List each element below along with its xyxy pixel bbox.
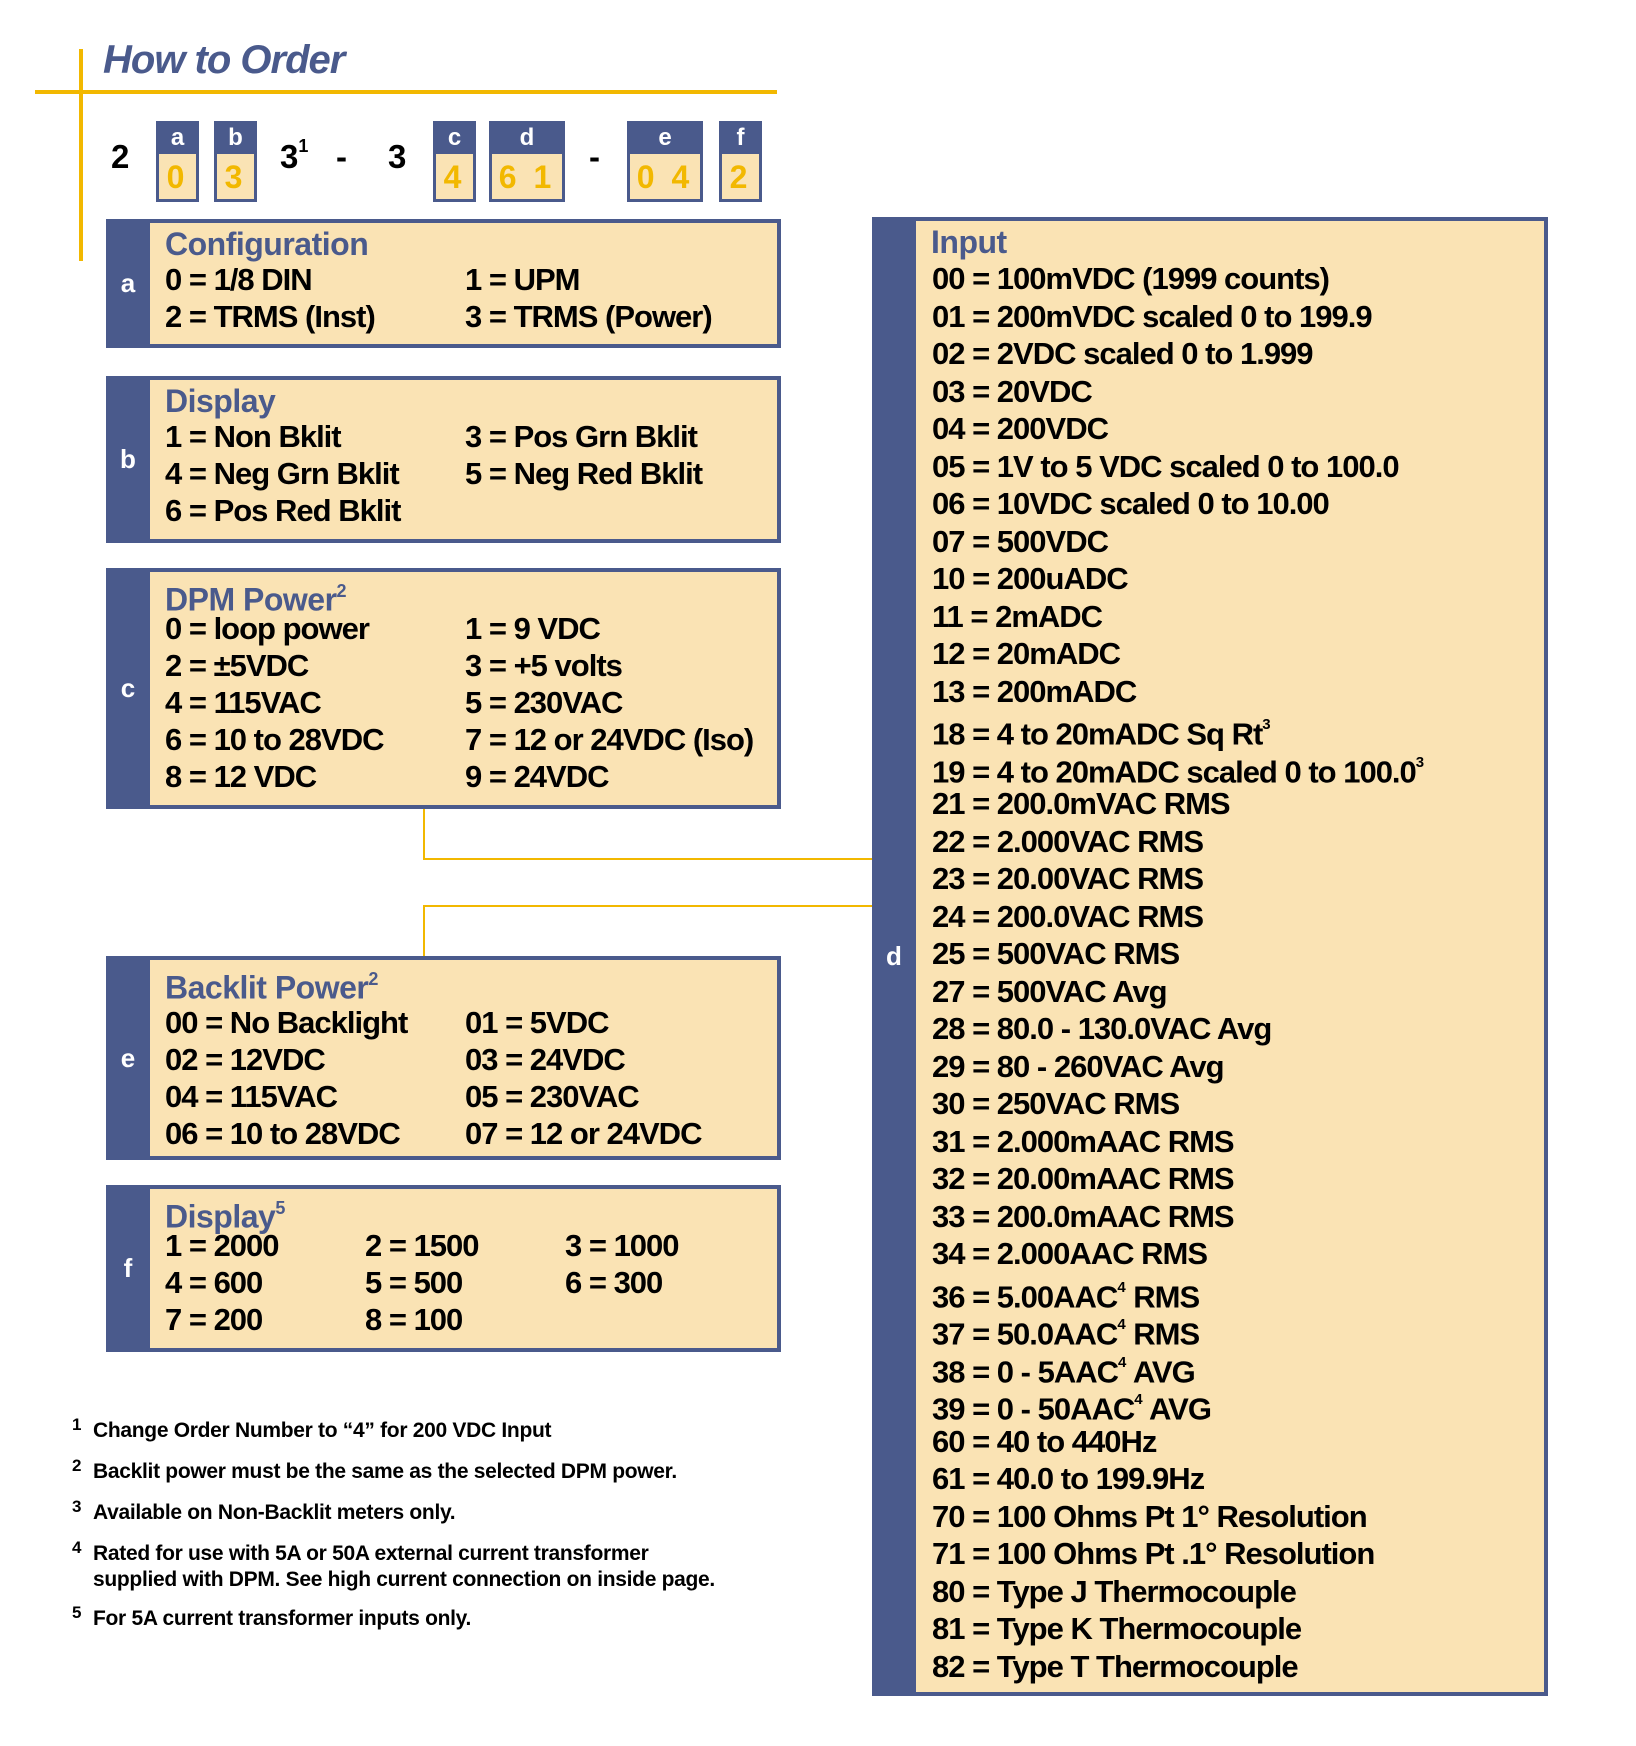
option-text: 11 = 2mADC (932, 598, 1103, 634)
order-code-slot-d (489, 121, 565, 205)
option: 6 = 300 (565, 1265, 663, 1300)
slot-label: c (433, 121, 476, 154)
option-text: 05 = 1V to 5 VDC scaled 0 to 100.0 (932, 448, 1399, 484)
slot-label: b (214, 121, 257, 154)
option: 9 = 24VDC (465, 759, 609, 794)
input-option (932, 1385, 1211, 1428)
option: 4 = Neg Grn Bklit (165, 456, 399, 491)
footnote-text: For 5A current transformer inputs only. (93, 1607, 472, 1630)
option: 5 = 500 (365, 1265, 463, 1300)
input-option (932, 260, 1329, 298)
option-text: 13 = 200mADC (932, 673, 1137, 709)
section-panel (150, 960, 777, 1156)
input-option (932, 1648, 1298, 1686)
option-text: 01 = 200mVDC scaled 0 to 199.9 (932, 298, 1372, 334)
footnote-text: Rated for use with 5A or 50A external current transformer (93, 1542, 649, 1565)
option: 1 = UPM (465, 262, 580, 297)
input-option (932, 1310, 1199, 1353)
section-heading: Input (931, 224, 1007, 260)
footnote-text: Available on Non-Backlit meters only. (93, 1501, 456, 1524)
option-text: 12 = 20mADC (932, 636, 1121, 671)
option: 1 = 9 VDC (465, 611, 600, 646)
option: 7 = 200 (165, 1302, 263, 1337)
footnote-ref: 1 (298, 136, 309, 156)
section-tab-a: a (120, 268, 136, 298)
input-option (932, 748, 1424, 791)
option-text: 31 = 2.000mAAC RMS (932, 1123, 1234, 1159)
option-text: 06 = 10VDC scaled 0 to 10.00 (932, 486, 1329, 521)
option: 06 = 10 to 28VDC (165, 1116, 400, 1151)
input-option (932, 673, 1136, 711)
order-code-dash: - (589, 138, 600, 175)
input-option (932, 823, 1203, 861)
order-code-fixed-1 (280, 138, 308, 176)
order-code-fixed-2: 3 (388, 138, 407, 175)
input-option (932, 860, 1203, 898)
option-text: 80 = Type J Thermocouple (932, 1573, 1296, 1609)
option-text: 04 = 200VDC (932, 411, 1108, 446)
order-code-slot-f (719, 121, 762, 205)
slot-label: d (489, 121, 565, 154)
fixed-digit: 3 (280, 138, 299, 175)
option: 8 = 100 (365, 1302, 463, 1337)
option-text: 23 = 20.00VAC RMS (932, 861, 1204, 896)
option-text: 02 = 2VDC scaled 0 to 1.999 (932, 336, 1313, 371)
section-heading: Configuration (165, 226, 369, 262)
footnote-ref: 4 (1117, 1316, 1126, 1333)
input-option (932, 710, 1271, 753)
slot-value: 0 4 (627, 154, 703, 202)
section-tab-d: d (886, 941, 902, 971)
option: 00 = No Backlight (165, 1005, 408, 1040)
option-text: 19 = 4 to 20mADC scaled 0 to 100.0 (932, 753, 1416, 789)
order-code-slot-e (627, 121, 703, 205)
footnote-ref: 4 (1134, 1391, 1143, 1408)
option-text: 24 = 200.0VAC RMS (932, 898, 1204, 934)
option: 0 = loop power (165, 611, 369, 646)
option-text: 38 = 0 - 5AAC (932, 1353, 1119, 1389)
order-code-slot-c (433, 121, 476, 205)
input-option (932, 1573, 1296, 1611)
input-option (932, 1460, 1204, 1498)
page-title: How to Order (103, 38, 345, 82)
footnote-number: 1 (72, 1415, 82, 1434)
option-text: 25 = 500VAC RMS (932, 936, 1180, 971)
option-text: 60 = 40 to 440Hz (932, 1423, 1157, 1459)
input-option (932, 935, 1179, 973)
option: 03 = 24VDC (465, 1042, 625, 1077)
option: 01 = 5VDC (465, 1005, 609, 1040)
footnote-number: 4 (72, 1538, 82, 1557)
option-text: 34 = 2.000AAC RMS (932, 1236, 1208, 1271)
input-option (932, 1160, 1234, 1198)
footnote-ref: 3 (1415, 753, 1425, 771)
input-option (932, 1535, 1374, 1573)
option-text: 10 = 200uADC (932, 561, 1128, 596)
section-input (872, 217, 1548, 1696)
slot-value: 6 1 (489, 154, 565, 202)
input-option (932, 335, 1313, 373)
option-text: 36 = 5.00AAC (932, 1278, 1118, 1314)
option-text: 61 = 40.0 to 199.9Hz (932, 1461, 1205, 1496)
input-option (932, 1123, 1234, 1161)
option-text: 81 = Type K Thermocouple (932, 1611, 1302, 1646)
input-option (932, 560, 1128, 598)
connector-line-e-horizontal (423, 905, 872, 907)
slot-label: e (627, 121, 703, 154)
option-text-suffix: RMS (1125, 1316, 1200, 1352)
option: 1 = 2000 (165, 1228, 279, 1263)
section-heading: Display (165, 383, 276, 419)
option: 2 = 1500 (365, 1228, 479, 1263)
option-text: 22 = 2.000VAC RMS (932, 823, 1204, 859)
section-tab-e: e (120, 1042, 136, 1073)
section-panel (150, 572, 777, 805)
input-option (932, 298, 1372, 336)
option: 6 = 10 to 28VDC (165, 722, 384, 757)
heading-text: Display (165, 1198, 276, 1235)
option-text: 28 = 80.0 - 130.0VAC Avg (932, 1011, 1272, 1046)
option-text: 21 = 200.0mVAC RMS (932, 786, 1230, 821)
option-text-suffix: AVG (1126, 1353, 1195, 1389)
option-text: 03 = 20VDC (932, 373, 1092, 409)
option: 05 = 230VAC (465, 1079, 639, 1114)
option-text-suffix: AVG (1142, 1391, 1211, 1427)
option: 4 = 600 (165, 1265, 263, 1300)
input-option (932, 448, 1399, 486)
input-option (932, 1235, 1207, 1273)
input-option (932, 1010, 1271, 1048)
footnote-text: Change Order Number to “4” for 200 VDC Input (93, 1419, 552, 1442)
input-option (932, 898, 1203, 936)
input-option (932, 1498, 1367, 1536)
order-code-dash: - (336, 138, 347, 175)
title-horizontal-rule (35, 90, 777, 94)
section-display (106, 376, 781, 543)
option-text: 29 = 80 - 260VAC Avg (932, 1048, 1224, 1084)
input-option (932, 1273, 1199, 1316)
input-option (932, 785, 1230, 823)
footnote-number: 2 (72, 1456, 82, 1475)
input-option (932, 973, 1167, 1011)
input-option (932, 635, 1120, 673)
option: 5 = Neg Red Bklit (465, 456, 703, 491)
footnote-ref: 5 (275, 1198, 285, 1218)
order-code-slot-a (156, 121, 199, 205)
section-panel (150, 1189, 777, 1348)
connector-line-e-vertical (423, 905, 425, 957)
slot-value: 4 (433, 154, 476, 202)
section-panel (150, 223, 777, 344)
option: 4 = 115VAC (165, 685, 321, 720)
option: 1 = Non Bklit (165, 419, 341, 454)
footnote-text: supplied with DPM. See high current connection on inside page. (93, 1568, 715, 1591)
input-option (932, 485, 1329, 523)
option-text: 39 = 0 - 50AAC (932, 1391, 1135, 1427)
option-text: 00 = 100mVDC (1999 counts) (932, 261, 1329, 296)
section-display-f (106, 1185, 781, 1352)
slot-label: a (156, 121, 199, 154)
slot-value: 0 (156, 154, 199, 202)
input-option (932, 523, 1108, 561)
footnote-number: 3 (72, 1497, 82, 1516)
option: 0 = 1/8 DIN (165, 262, 312, 297)
footnote-ref: 4 (1118, 1353, 1127, 1371)
option: 2 = ±5VDC (165, 648, 309, 683)
footnote-ref: 2 (368, 969, 378, 989)
option-text: 37 = 50.0AAC (932, 1316, 1118, 1352)
option: 3 = +5 volts (465, 648, 622, 683)
section-configuration (106, 219, 781, 348)
input-option (932, 410, 1108, 448)
section-panel (150, 380, 777, 539)
heading-text: DPM Power (165, 581, 337, 618)
option-text: 70 = 100 Ohms Pt 1° Resolution (932, 1498, 1367, 1534)
option: 5 = 230VAC (465, 685, 623, 720)
input-option (932, 598, 1102, 636)
option-text: 07 = 500VDC (932, 523, 1108, 559)
section-tab-b: b (120, 444, 136, 474)
option-text: 71 = 100 Ohms Pt .1° Resolution (932, 1536, 1375, 1571)
footnote-ref: 3 (1262, 716, 1271, 733)
footnote-ref: 4 (1117, 1278, 1126, 1296)
connector-line-c-vertical (423, 809, 425, 860)
slot-value: 3 (214, 154, 257, 202)
section-dpm-power (106, 568, 781, 809)
option: 8 = 12 VDC (165, 759, 317, 794)
input-option (932, 1198, 1234, 1236)
option: 3 = 1000 (565, 1228, 679, 1263)
section-tab-c: c (120, 673, 136, 703)
section-tab-f: f (123, 1253, 133, 1283)
input-option (932, 1085, 1179, 1123)
option: 7 = 12 or 24VDC (Iso) (465, 722, 754, 757)
order-code-slot-b (214, 121, 257, 205)
option-text: 27 = 500VAC Avg (932, 973, 1167, 1009)
footnote-number: 5 (72, 1603, 82, 1622)
option: 02 = 12VDC (165, 1042, 325, 1077)
option-text: 30 = 250VAC RMS (932, 1086, 1180, 1121)
option: 04 = 115VAC (165, 1079, 337, 1114)
input-option (932, 1048, 1224, 1086)
slot-label: f (719, 121, 762, 154)
option-text: 18 = 4 to 20mADC Sq Rt (932, 716, 1263, 752)
connector-line-c-horizontal (423, 858, 872, 860)
input-option (932, 1423, 1156, 1461)
slot-value: 2 (719, 154, 762, 202)
footnote-ref: 2 (336, 581, 347, 601)
option: 6 = Pos Red Bklit (165, 493, 401, 528)
option: 07 = 12 or 24VDC (465, 1116, 702, 1151)
option: 3 = TRMS (Power) (465, 299, 712, 334)
section-panel (916, 221, 1544, 1692)
option: 2 = TRMS (Inst) (165, 299, 375, 334)
title-vertical-rule (79, 49, 83, 261)
heading-text: Backlit Power (165, 969, 369, 1006)
option: 3 = Pos Grn Bklit (465, 419, 697, 454)
option-text: 82 = Type T Thermocouple (932, 1648, 1298, 1684)
input-option (932, 1348, 1195, 1391)
footnote-text: Backlit power must be the same as the selected DPM power. (93, 1460, 677, 1483)
section-heading (165, 962, 378, 1007)
order-code-prefix: 2 (111, 138, 130, 175)
input-option (932, 373, 1092, 411)
option-text-suffix: RMS (1125, 1278, 1200, 1314)
option-text: 32 = 20.00mAAC RMS (932, 1161, 1234, 1196)
input-option (932, 1610, 1301, 1648)
option-text: 33 = 200.0mAAC RMS (932, 1198, 1234, 1234)
section-backlit-power (106, 956, 781, 1160)
